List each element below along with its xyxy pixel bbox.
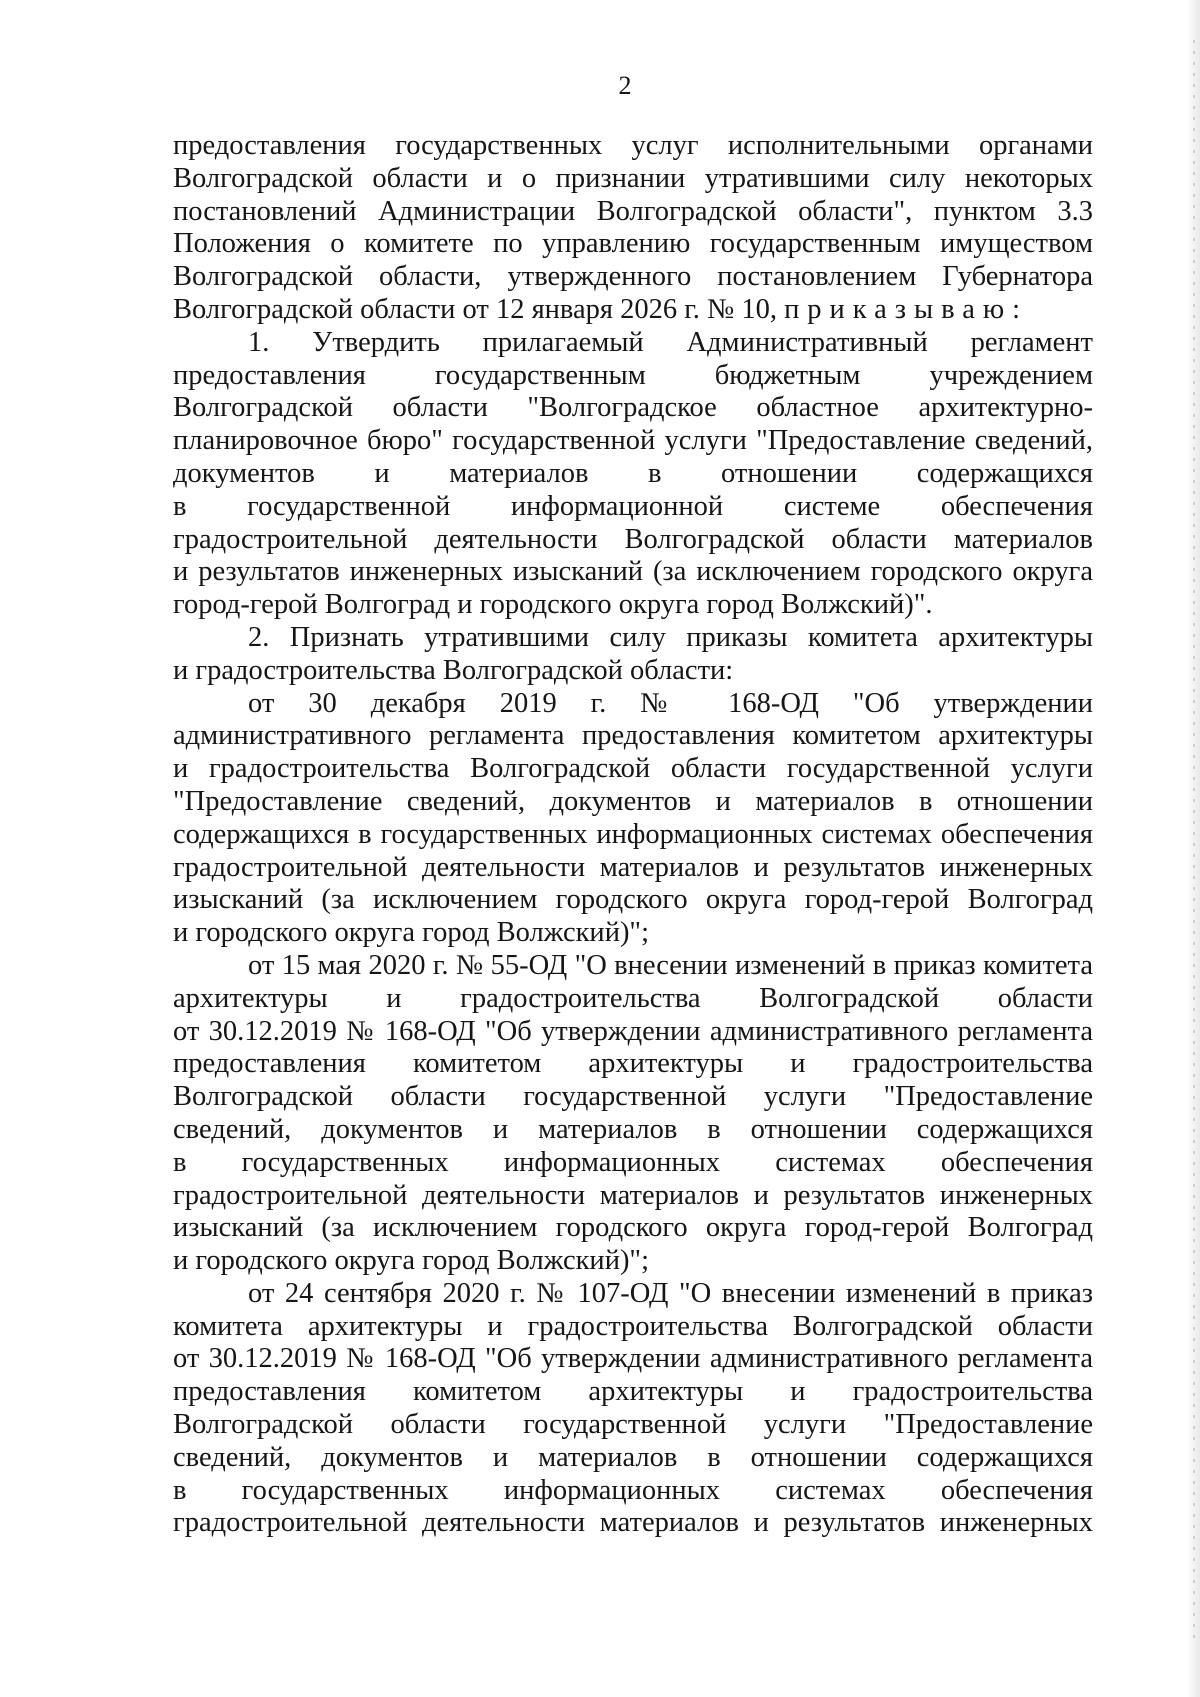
text-line: в государственных информационных системах обеспечения: [173, 1474, 1093, 1506]
text-line: Волгоградской области "Волгоградское областное архитектурно-: [173, 392, 1093, 424]
text-line: Волгоградской области государственной услуги "Предоставление: [173, 1409, 1093, 1441]
paragraph-order-55-start: от 15 мая 2020 г. № 55-ОД "О внесении изменений в приказ комитета: [248, 949, 1093, 981]
text-line: административного регламента предоставления комитетом архитектуры: [173, 720, 1093, 752]
text-line: планировочное бюро" государственной услуги "Предоставление сведений,: [173, 425, 1093, 457]
paragraph-2-start: 2. Признать утратившими силу приказы комитета архитектуры: [248, 621, 1093, 653]
text-line: от 30.12.2019 № 168-ОД "Об утверждении административного регламента: [173, 1343, 1093, 1375]
document-body: [173, 130, 1093, 1540]
text-line: документов и материалов в отношении содержащихся: [173, 457, 1093, 489]
text-line: от 30.12.2019 № 168-ОД "Об утверждении административного регламента: [173, 1015, 1093, 1047]
text-line: и градостроительства Волгоградской области государственной услуги: [173, 753, 1093, 785]
text-line: комитета архитектуры и градостроительства Волгоградской области: [173, 1310, 1093, 1342]
text-line: содержащихся в государственных информационных системах обеспечения: [173, 818, 1093, 850]
text-line: Положения о комитете по управлению государственным имуществом: [173, 228, 1093, 260]
text-line: "Предоставление сведений, документов и материалов в отношении: [173, 785, 1093, 817]
text-line: предоставления комитетом архитектуры и градостроительства: [173, 1376, 1093, 1408]
order-word: приказываю:: [784, 293, 1029, 325]
page-number: 2: [618, 71, 632, 100]
order-clause-text: Волгоградской области от 12 января 2026 г. № 10,: [173, 293, 777, 325]
text-line: в государственных информационных системах обеспечения: [173, 1146, 1093, 1178]
paragraph-order-107-start: от 24 сентября 2020 г. № 107-ОД "О внесении изменений в приказ: [248, 1277, 1093, 1309]
text-line: предоставления государственным бюджетным учреждением: [173, 359, 1093, 391]
text-line: и городского округа город Волжский)";: [173, 917, 649, 949]
text-line: градостроительной деятельности материалов и результатов инженерных: [173, 851, 1093, 883]
text-line: предоставления комитетом архитектуры и градостроительства: [173, 1048, 1093, 1080]
text-line: и градостроительства Волгоградской области:: [173, 654, 734, 686]
text-line: в государственной информационной системе обеспечения: [173, 490, 1093, 522]
paragraph-1-start: 1. Утвердить прилагаемый Административный регламент: [248, 326, 1093, 358]
text-line: и городского округа город Волжский)";: [173, 1245, 649, 1277]
text-line: предоставления государственных услуг исполнительными органами: [173, 130, 1093, 161]
text-line: сведений, документов и материалов в отношении содержащихся: [173, 1441, 1093, 1473]
paragraph-order-168-start: от 30 декабря 2019 г. № 168-ОД "Об утверждении: [248, 687, 1093, 719]
text-line: изысканий (за исключением городского округа город-герой Волгоград: [173, 884, 1093, 916]
text-line: Волгоградской области государственной услуги "Предоставление: [173, 1081, 1093, 1113]
text-line: архитектуры и градостроительства Волгоградской области: [173, 982, 1093, 1014]
text-line: градостроительной деятельности Волгоградской области материалов: [173, 523, 1093, 555]
text-line: город-герой Волгоград и городского округа город Волжский)".: [173, 589, 933, 621]
text-line: градостроительной деятельности материалов и результатов инженерных: [173, 1507, 1093, 1539]
text-line: градостроительной деятельности материалов и результатов инженерных: [173, 1179, 1093, 1211]
text-line: и результатов инженерных изысканий (за исключением городского округа: [173, 556, 1093, 588]
scan-edge-marks: [1193, 40, 1195, 1640]
text-line: Волгоградской области и о признании утратившими силу некоторых: [173, 162, 1093, 194]
text-line-order-clause: [173, 294, 1093, 327]
text-line: Волгоградской области, утвержденного постановлением Губернатора: [173, 261, 1093, 293]
text-line: изысканий (за исключением городского округа город-герой Волгоград: [173, 1212, 1093, 1244]
text-line: постановлений Администрации Волгоградской области", пунктом 3.3: [173, 195, 1093, 227]
text-line: сведений, документов и материалов в отношении содержащихся: [173, 1113, 1093, 1145]
